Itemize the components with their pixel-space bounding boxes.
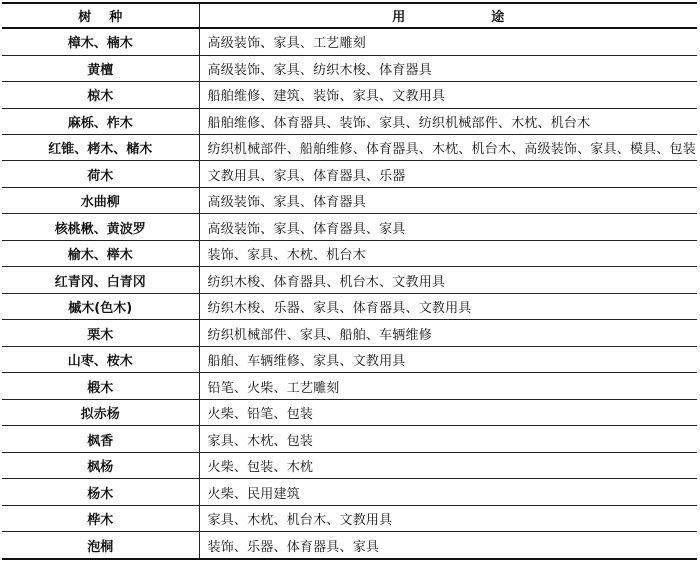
table-row <box>2 134 697 160</box>
table-row <box>2 505 697 531</box>
species-cell: 枫杨 <box>2 452 199 478</box>
uses-cell: 火柴、民用建筑 <box>199 479 697 505</box>
uses-cell: 火柴、铅笔、包装 <box>199 399 697 425</box>
species-cell: 枫香 <box>2 426 199 452</box>
species-cell: 槭木(色木) <box>2 293 199 319</box>
uses-cell: 纺织机械部件、船舶维修、体育器具、木枕、机台木、高级装饰、家具、模具、包装 <box>199 134 697 160</box>
uses-cell: 铅笔、火柴、工艺雕刻 <box>199 373 697 399</box>
table-row <box>2 187 697 213</box>
species-cell: 杨木 <box>2 479 199 505</box>
uses-cell: 家具、木枕、包装 <box>199 426 697 452</box>
table-row <box>2 399 697 425</box>
species-cell: 山枣、桉木 <box>2 346 199 372</box>
table-row <box>2 240 697 266</box>
uses-cell: 高级装饰、家具、纺织木梭、体育器具 <box>199 55 697 81</box>
uses-cell: 火柴、包装、木枕 <box>199 452 697 478</box>
uses-cell: 高级装饰、家具、工艺雕刻 <box>199 28 697 55</box>
table-row <box>2 452 697 478</box>
species-cell: 泡桐 <box>2 532 199 559</box>
species-cell: 拟赤杨 <box>2 399 199 425</box>
species-cell: 红锥、栲木、槠木 <box>2 134 199 160</box>
species-cell: 桦木 <box>2 505 199 531</box>
species-cell: 荷木 <box>2 161 199 187</box>
header-row <box>2 3 697 28</box>
uses-cell: 船舶维修、建筑、装饰、家具、文教用具 <box>199 82 697 108</box>
uses-cell: 纺织木梭、体育器具、机台木、文教用具 <box>199 267 697 293</box>
table-row <box>2 293 697 319</box>
species-cell: 黄檀 <box>2 55 199 81</box>
species-cell: 栗木 <box>2 320 199 346</box>
table-row <box>2 161 697 187</box>
table-row <box>2 320 697 346</box>
header-species: 树种 <box>2 3 199 28</box>
table-row <box>2 28 697 55</box>
table-row <box>2 108 697 134</box>
uses-cell: 高级装饰、家具、体育器具、家具 <box>199 214 697 240</box>
table-row <box>2 346 697 372</box>
uses-cell: 船舶维修、体育器具、装饰、家具、纺织机械部件、木枕、机台木 <box>199 108 697 134</box>
species-cell: 红青冈、白青冈 <box>2 267 199 293</box>
uses-cell: 装饰、乐器、体育器具、家具 <box>199 532 697 559</box>
table-row <box>2 373 697 399</box>
uses-cell: 船舶、车辆维修、家具、文教用具 <box>199 346 697 372</box>
table-row <box>2 82 697 108</box>
species-cell: 麻栎、柞木 <box>2 108 199 134</box>
table-row <box>2 532 697 559</box>
species-cell: 核桃楸、黄波罗 <box>2 214 199 240</box>
header-uses: 用途 <box>199 3 697 28</box>
table-row <box>2 479 697 505</box>
species-cell: 榆木、榉木 <box>2 240 199 266</box>
species-cell: 水曲柳 <box>2 187 199 213</box>
wood-uses-table <box>2 2 697 560</box>
species-cell: 椋木 <box>2 82 199 108</box>
uses-cell: 纺织机械部件、家具、船舶、车辆维修 <box>199 320 697 346</box>
table-row <box>2 426 697 452</box>
table-row <box>2 55 697 81</box>
uses-cell: 装饰、家具、木枕、机台木 <box>199 240 697 266</box>
table-row <box>2 214 697 240</box>
table-row <box>2 267 697 293</box>
uses-cell: 家具、木枕、机台木、文教用具 <box>199 505 697 531</box>
uses-cell: 文教用具、家具、体育器具、乐器 <box>199 161 697 187</box>
uses-cell: 高级装饰、家具、体育器具 <box>199 187 697 213</box>
species-cell: 椴木 <box>2 373 199 399</box>
species-cell: 樟木、楠木 <box>2 28 199 55</box>
uses-cell: 纺织木梭、乐器、家具、体育器具、文教用具 <box>199 293 697 319</box>
